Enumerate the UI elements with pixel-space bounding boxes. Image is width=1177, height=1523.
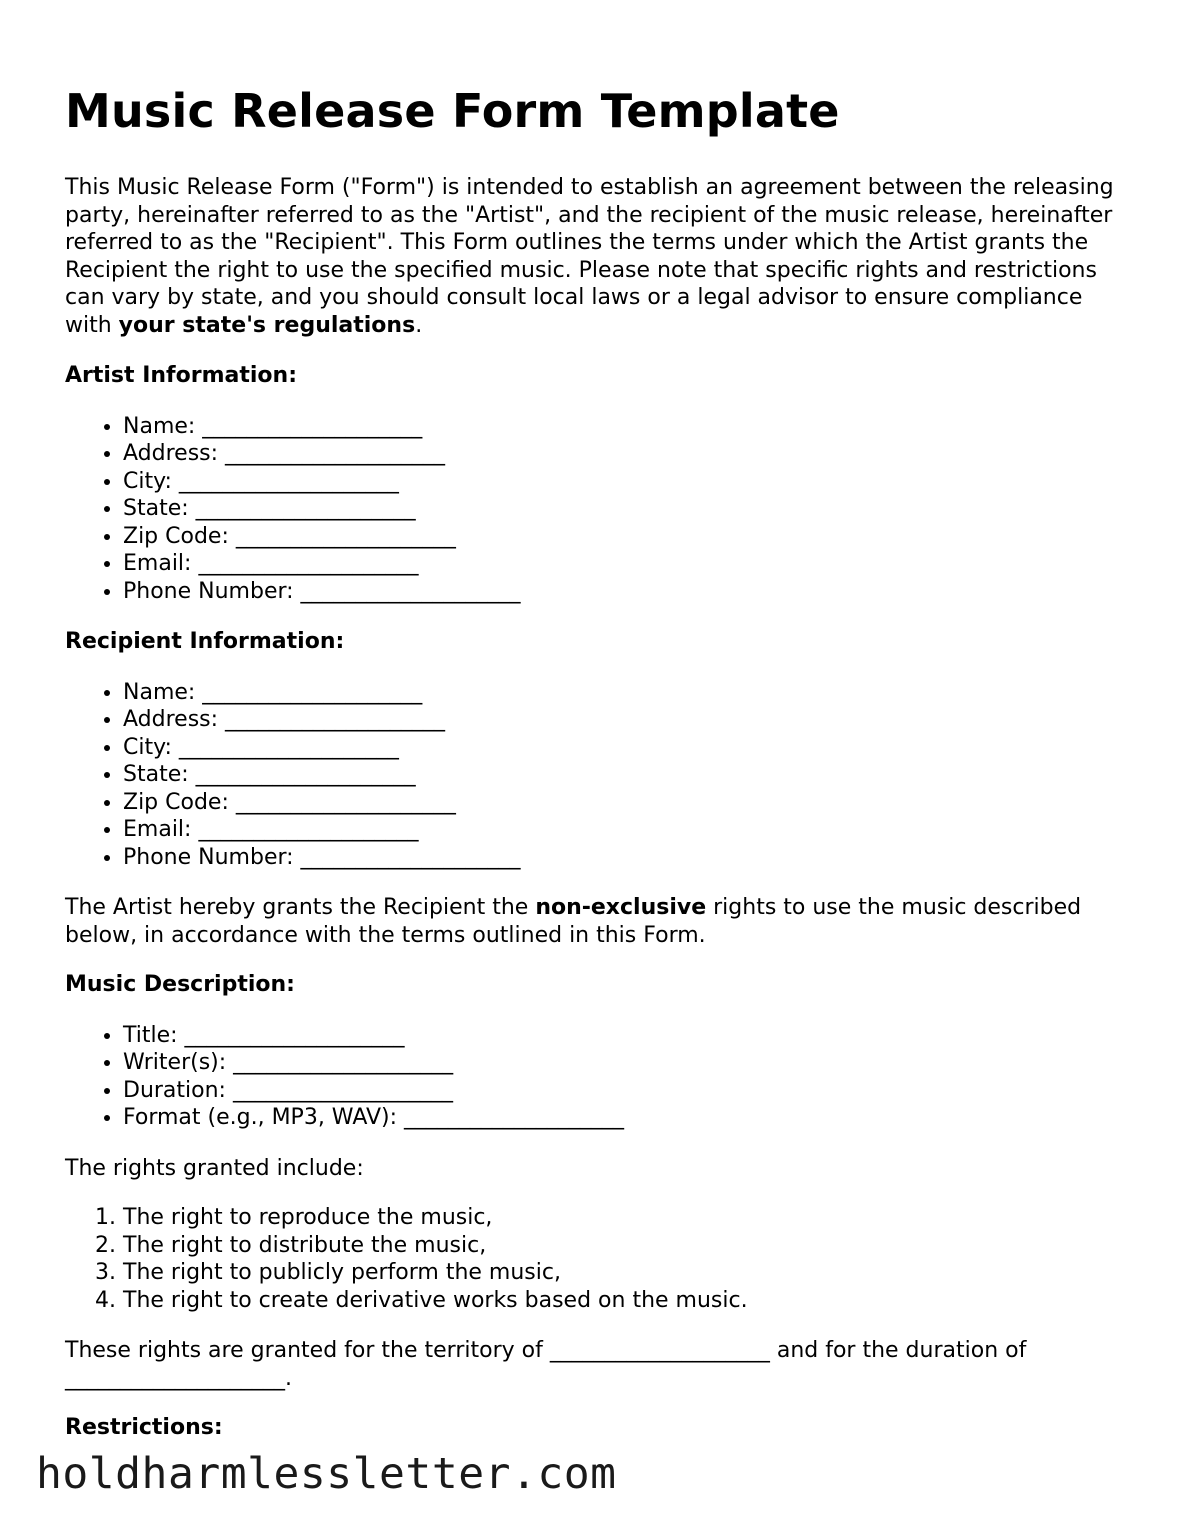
artist-name-field: • Name: ____________________ [123,413,1125,441]
watermark-text: holdharmlessletter.com [36,1449,617,1499]
recipient-name-field: • Name: ____________________ [123,679,1125,707]
right-derivative: 4. The right to create derivative works based on the music. [123,1287,1125,1315]
music-heading: Music Description: [65,972,295,997]
territory-paragraph: These rights are granted for the territory of ____________________ and for the duration of ____________________. [65,1338,1027,1391]
grant-end: rights to use the music described below, in accordance with the terms outlined in this Form. [65,895,1082,948]
grant-text: The Artist hereby grants the Recipient the [65,895,536,920]
restrictions-heading: Restrictions: [65,1415,223,1440]
recipient-email-field: • Email: ____________________ [123,816,1125,844]
artist-state-field: • State: ____________________ [123,495,1125,523]
intro-end: . [415,312,423,338]
music-title-field: • Title: ____________________ [123,1022,1125,1050]
intro-text: This Music Release Form ("Form") is intended to establish an agreement between the releasing party, hereinafter referred to as the "Artist", and the recipient of the music release, hereinafter referred to as the "Recipient". This Form outlines the terms under which the Artist grants the Recipient the right to use the specified music. Please note that specific rights and restrictions can vary by state, and you should consult local laws or a legal advisor to ensure compliance with [65,175,1114,338]
recipient-address-field: • Address: ____________________ [123,706,1125,734]
recipient-zip-field: • Zip Code: ____________________ [123,789,1125,817]
artist-zip-field: • Zip Code: ____________________ [123,523,1125,551]
grant-paragraph [65,894,1125,949]
page-title: Music Release Form Template [65,84,840,138]
rights-list [65,1204,1125,1314]
recipient-heading: Recipient Information: [65,629,345,654]
recipient-phone-field: • Phone Number: ____________________ [123,844,1125,872]
music-fields-list [65,1022,1125,1132]
right-reproduce: 1. The right to reproduce the music, [123,1204,1125,1232]
right-distribute: 2. The right to distribute the music, [123,1232,1125,1260]
music-duration-field: • Duration: ____________________ [123,1077,1125,1105]
grant-bold-text: non-exclusive [535,895,707,920]
right-perform: 3. The right to publicly perform the music, [123,1259,1125,1287]
intro-paragraph [65,174,1125,339]
recipient-city-field: • City: ____________________ [123,734,1125,762]
document-page [65,80,1125,1465]
intro-bold-text: your state's regulations [118,312,416,338]
artist-address-field: • Address: ____________________ [123,440,1125,468]
artist-email-field: • Email: ____________________ [123,550,1125,578]
artist-city-field: • City: ____________________ [123,468,1125,496]
recipient-state-field: • State: ____________________ [123,761,1125,789]
recipient-fields-list [65,679,1125,872]
rights-intro: The rights granted include: [65,1155,364,1181]
artist-heading: Artist Information: [65,363,297,388]
music-format-field: • Format (e.g., MP3, WAV): ____________________ [123,1104,1125,1132]
music-writers-field: • Writer(s): ____________________ [123,1049,1125,1077]
artist-phone-field: • Phone Number: ____________________ [123,578,1125,606]
artist-fields-list [65,413,1125,606]
